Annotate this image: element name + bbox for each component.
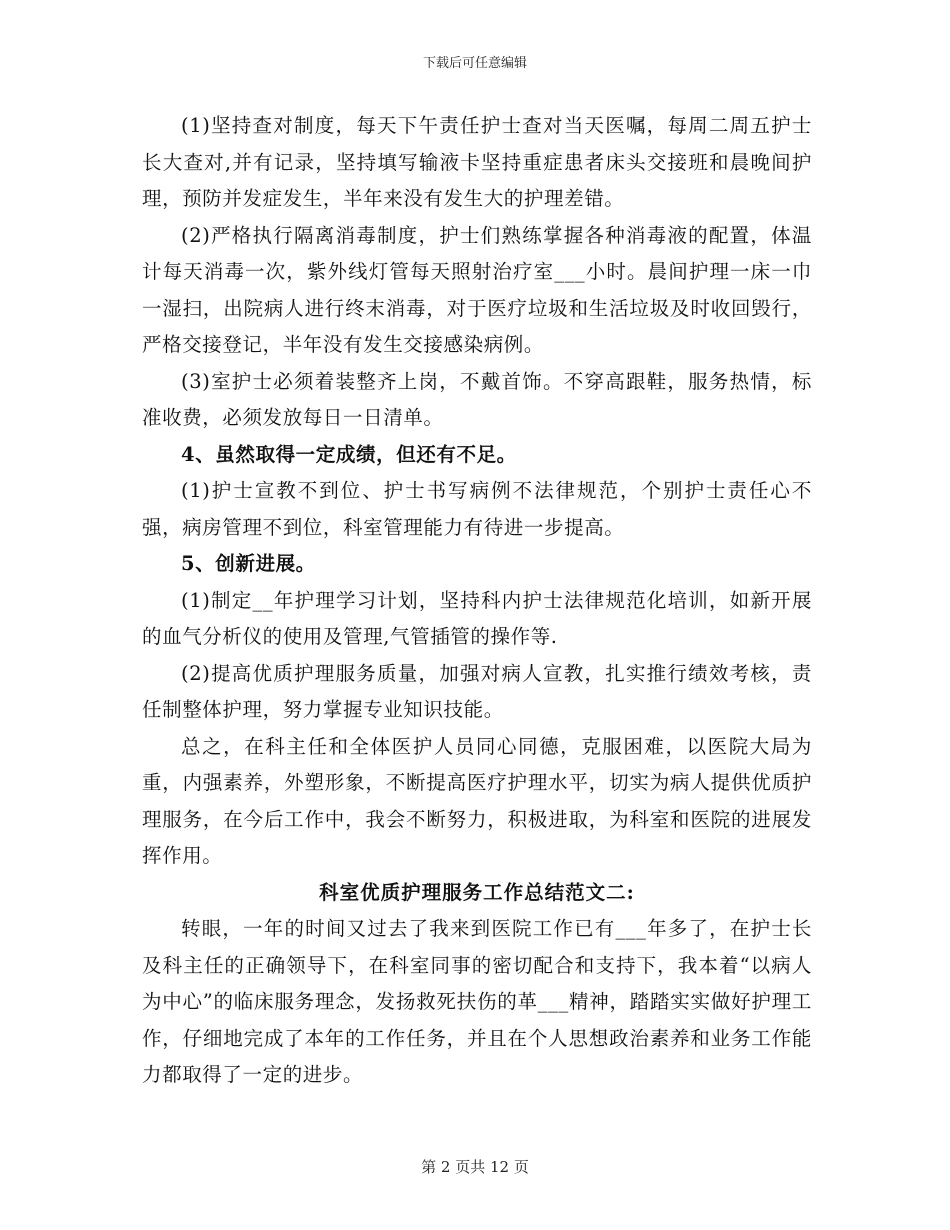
page-header: 下载后可任意编辑 <box>422 56 527 71</box>
paragraph-intro-sample-two: 转眼，一年的时间又过去了我来到医院工作已有___年多了，在护士长及科主任的正确领导下，在科室同事的密切配合和支持下，我本着“以病人为中心”的临床服务理念，发扬救死扶伤的革___精神，踏踏实实做好护理工作，仔细地完成了本年的工作任务，并且在个人思想政治素养和业务工作能力都取得了一定的进步。 <box>142 917 812 1086</box>
paragraph-check-system: (1)坚持查对制度，每天下午责任护士查对当天医嘱，每周二周五护士长大查对,并有记录，坚持填写输液卡坚持重症患者床头交接班和晨晚间护理，预防并发症发生，半年来没有发生大的护理差错。 <box>142 114 812 210</box>
paragraph-shortcomings: (1)护士宣教不到位、护士书写病例不法律规范，个别护士责任心不强，病房管理不到位，科室管理能力有待进一步提高。 <box>142 479 812 539</box>
section-heading-innovation: 5、创新进展。 <box>181 552 316 575</box>
paragraph-summary: 总之，在科主任和全体医护人员同心同德，克服困难，以医院大局为重，内强素养，外塑形象，不断提高医疗护理水平，切实为病人提供优质护理服务，在今后工作中，我会不断努力，积极进取，为科室和医院的进展发挥作用。 <box>142 734 812 867</box>
paragraph-dress-code: (3)室护士必须着装整齐上岗，不戴首饰。不穿高跟鞋，服务热情，标准收费，必须发放每日一日清单。 <box>142 369 812 429</box>
document-body <box>142 108 812 1094</box>
section-heading-shortcomings: 4、虽然取得一定成绩，但还有不足。 <box>181 442 517 466</box>
paragraph-service-quality: (2)提高优质护理服务质量，加强对病人宣教，扎实推行绩效考核，责任制整体护理，努力掌握专业知识技能。 <box>142 661 812 721</box>
page-footer: 第 2 页共 12 页 <box>421 1158 529 1176</box>
paragraph-disinfection: (2)严格执行隔离消毒制度，护士们熟练掌握各种消毒液的配置，体温计每天消毒一次，紫外线灯管每天照射治疗室___小时。晨间护理一床一巾一湿扫，出院病人进行终末消毒，对于医疗垃圾和生活垃圾及时收回毁行，严格交接登记，半年没有发生交接感染病例。 <box>142 223 812 356</box>
section-title-sample-two: 科室优质护理服务工作总结范文二: <box>319 880 635 904</box>
paragraph-training-plan: (1)制定__年护理学习计划，坚持科内护士法律规范化培训，如新开展的血气分析仪的使用及管理,气管插管的操作等. <box>142 588 812 648</box>
